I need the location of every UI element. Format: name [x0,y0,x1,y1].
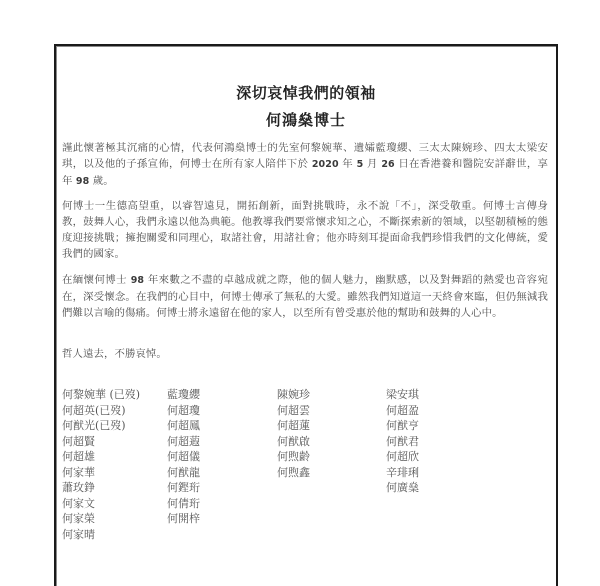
signatory: 何超蓮 [277,419,310,432]
years-number: 98 [130,275,145,286]
signatory: 何倩珩 [167,496,200,510]
age-number: 98 [75,176,90,187]
signatories-column-3 [277,387,310,480]
paragraph-announcement [62,140,548,190]
signatory: 陳婉珍 [277,388,310,401]
signatory: 蕭玫錚 [62,481,95,494]
signatory: 何超盈 [386,403,419,417]
signatory: 何煦鑫 [277,465,310,479]
signatory: 何超雲 [277,403,310,417]
notice-title: 深切哀悼我們的領袖 [236,84,376,102]
signatory: 何家文 [62,496,95,510]
signatory: 何超英(已歿) [62,403,126,417]
signatory: 辛琲琍 [386,465,419,479]
signatory: 何超蕸 [167,434,200,448]
signatory: 何超雄 [62,450,95,463]
text-fragment: 日在香港養和醫院安詳辭世，享年 [62,158,549,187]
text-fragment: 年 [338,158,357,170]
signatory: 何開梓 [167,512,200,525]
month-number: 5 [356,159,364,170]
signatory: 何黎婉華 (已歿) [62,388,141,401]
signatory: 何猷亨 [386,419,419,432]
signatory: 何家華 [62,465,95,479]
signatory: 何廣燊 [386,481,419,494]
signatory: 何超儀 [167,450,200,463]
notice-subtitle: 何鴻燊博士 [265,111,346,129]
signatories-column-2 [167,387,200,527]
signatory: 何家晴 [62,527,95,541]
paragraph-closing: 哲人遠去，不勝哀悼。 [62,348,167,360]
signatory: 何鏗珩 [167,481,200,494]
signatory: 何煦齡 [277,450,310,463]
signatory: 何超欣 [386,450,419,463]
text-fragment: 月 [363,158,382,170]
day-number: 26 [381,159,395,170]
paragraph-remembrance [62,272,548,321]
text-fragment: 歲。 [89,175,114,187]
text-fragment: 謹此懷著極其沉痛的心情，代表何鴻燊博士的先室何黎婉華、遺孀藍瓊纓、三太太陳婉珍、四太太梁安琪，以及他的子孫宣佈，何博士在所有家人陪伴下於 [62,142,548,170]
obituary-notice [54,44,558,586]
signatory: 藍瓊纓 [167,388,200,401]
signatory: 何超瓊 [167,403,200,417]
signatory: 梁安琪 [386,388,419,401]
signatory: 何家榮 [62,512,95,525]
signatories-column-4 [386,387,419,496]
paragraph-tribute: 何博士一生德高望重，以睿智遠見，開拓創新，面對挑戰時，永不說「不」，深受敬重。何博士言傳身教，鼓舞人心，我們永遠以他為典範。他教導我們要常懷求知之心，不斷探索新的領域，以堅韌積極的態度迎接挑戰；擁抱關愛和同理心，取諸社會，用諸社會；他亦時刻耳提面命我們珍惜我們的文化傳統，愛我們的國家。 [62,200,548,260]
signatory: 何超賢 [62,434,95,448]
signatory: 何猷啟 [277,434,310,448]
signatory: 何猷光(已歿) [62,419,126,432]
signatory: 何猷龍 [167,465,200,479]
signatories-list [62,387,548,557]
text-fragment: 年來數之不盡的卓越成就之際，他的個人魅力，幽默感，以及對舞蹈的熱愛也音容宛在，深受懷念。在我們的心目中，何博士傳承了無私的大愛。雖然我們知道這一天終會來臨，但仍無減我們難以言喻的傷痛。何博士將永遠留在他的家人，以至所有曾受惠於他的幫助和鼓舞的人心中。 [62,274,548,319]
signatory: 何猷君 [386,434,419,448]
text-fragment: 在緬懷何博士 [62,274,131,286]
year-number: 2020 [311,159,339,170]
signatory: 何超鳳 [167,419,200,432]
signatories-column-1 [62,387,140,542]
